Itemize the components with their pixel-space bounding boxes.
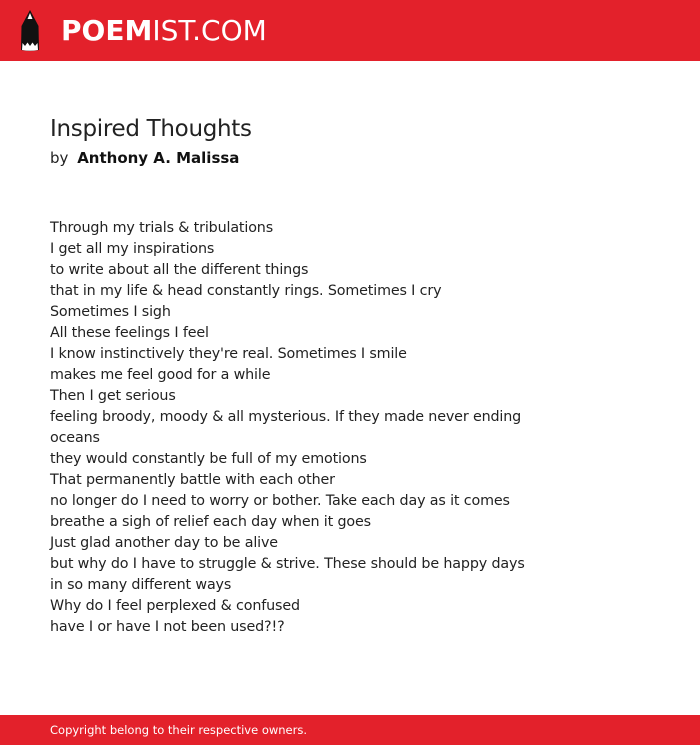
poem-line: Just glad another day to be alive bbox=[50, 535, 278, 551]
poem-line: have I or have I not been used?!? bbox=[50, 619, 285, 635]
poem-body bbox=[50, 218, 650, 638]
poem-line: Then I get serious bbox=[50, 388, 176, 404]
poem-line: makes me feel good for a while bbox=[50, 367, 271, 383]
poem-line: Through my trials & tribulations bbox=[50, 220, 274, 236]
by-label: by bbox=[50, 149, 69, 167]
header-bar bbox=[0, 0, 700, 61]
site-logo-text bbox=[61, 9, 267, 53]
poem-line: feeling broody, moody & all mysterious. If they made never ending bbox=[50, 409, 522, 425]
pencil-tip-icon bbox=[17, 10, 43, 52]
footer-copyright: Copyright belong to their respective owners. bbox=[50, 723, 308, 737]
poem-line: no longer do I need to worry or bother. Take each day as it comes bbox=[50, 493, 510, 509]
poem-byline bbox=[50, 149, 239, 167]
logo-text-light: IST.COM bbox=[152, 14, 267, 47]
poem-author: Anthony A. Malissa bbox=[77, 149, 240, 167]
poem-line: All these feelings I feel bbox=[50, 325, 209, 341]
poem-line: they would constantly be full of my emotions bbox=[50, 451, 367, 467]
poem-line: I know instinctively they're real. Sometimes I smile bbox=[50, 346, 407, 362]
poem-line: oceans bbox=[50, 430, 100, 446]
poem-line: Why do I feel perplexed & confused bbox=[50, 598, 300, 614]
poem-line: but why do I have to struggle & strive. These should be happy days bbox=[50, 556, 525, 572]
logo-text-bold: POEM bbox=[61, 14, 153, 47]
poem-line: in so many different ways bbox=[50, 577, 232, 593]
footer-bar bbox=[0, 715, 700, 745]
poem-line: That permanently battle with each other bbox=[50, 472, 335, 488]
site-logo-link[interactable] bbox=[17, 9, 267, 53]
poem-line: that in my life & head constantly rings. Sometimes I cry bbox=[50, 283, 442, 299]
poem-line: breathe a sigh of relief each day when it goes bbox=[50, 514, 371, 530]
poem-line: I get all my inspirations bbox=[50, 241, 215, 257]
poem-line: Sometimes I sigh bbox=[50, 304, 171, 320]
poem-title: Inspired Thoughts bbox=[50, 116, 252, 142]
poem-line: to write about all the different things bbox=[50, 262, 309, 278]
